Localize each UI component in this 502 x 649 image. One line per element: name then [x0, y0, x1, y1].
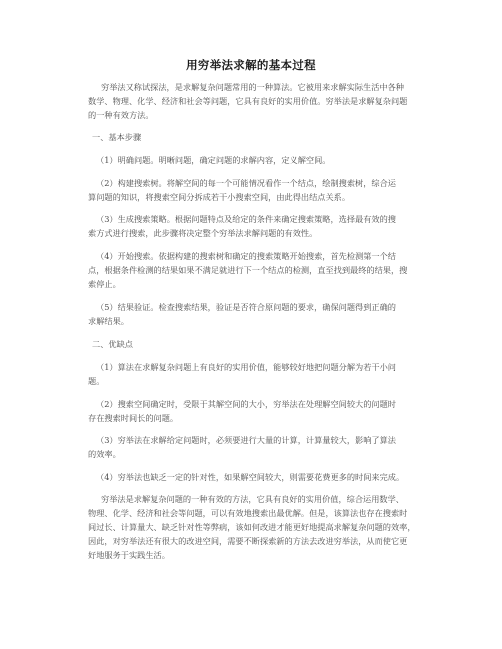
document-title: 用穷举法求解的基本过程 [186, 58, 316, 72]
step-3-line: （3）生成搜索策略。根据问题特点及给定的条件来确定搜索策略，选择最有效的搜 [96, 214, 396, 224]
point-1-line: （1）算法在求解复杂问题上有良好的实用价值，能够较好地把问题分解为若干小问 [96, 362, 396, 372]
point-4: （4）穷举法也缺乏一定的针对性，如果解空间较大，则需要花费更多的时间来完成。 [96, 472, 405, 482]
conclusion-line: 物理、化学、经济和社会等问题，可以有效地搜索出最优解。但是，该算法也存在搜索时 [88, 508, 408, 518]
step-2-line: （2）构建搜索树。将解空间的每一个可能情况看作一个结点，绘制搜索树，综合运 [96, 178, 396, 188]
step-5-line: （5）结果验证。检查搜索结果，验证是否符合原问题的要求，确保问题得到正确的 [96, 302, 396, 312]
step-4-line: （4）开始搜索。依据构建的搜索树和确定的搜索策略开始搜索，首先检测第一个结 [96, 251, 396, 261]
step-5-line: 求解结果。 [88, 316, 129, 326]
point-2-line: （2）搜索空间确定时，受限于其解空间的大小，穷举法在处理解空间较大的问题时 [96, 399, 396, 409]
point-1-line: 题。 [88, 376, 105, 386]
step-4-line: 索停止。 [88, 279, 121, 289]
point-2-line: 存在搜索时间长的问题。 [88, 413, 179, 423]
section-heading-steps: 一、基本步骤 [92, 132, 142, 142]
intro-line: 穷举法又称试探法，是求解复杂问题常用的一种算法。它被用来求解实际生活中各种 [101, 82, 404, 92]
point-3-line: 的效率。 [88, 449, 121, 459]
intro-line: 的一种有效方法。 [88, 110, 154, 120]
section-heading-pros-cons: 二、优缺点 [92, 339, 133, 349]
point-3-line: （3）穷举法在求解给定问题时，必须要进行大量的计算，计算量较大，影响了算法 [96, 435, 396, 445]
conclusion-line: 因此，对穷举法还有很大的改进空间，需要不断探索新的方法去改进穷举法，从而使它更 [88, 536, 408, 546]
step-4-line: 点，根据条件检测的结果如果不满足就进行下一个结点的检测，直至找到最终的结果，搜 [88, 265, 408, 275]
step-2-line: 算问题的知识，将搜索空间分拆成若干小搜索空间，由此得出结点关系。 [88, 192, 351, 202]
step-1: （1）明确问题。明晰问题，确定问题的求解内容，定义解空间。 [96, 155, 331, 165]
conclusion-line: 好地服务于实践生活。 [88, 550, 170, 560]
intro-line: 数学、物理、化学、经济和社会等问题，它具有良好的实用价值。穷举法是求解复杂问题 [88, 96, 408, 106]
conclusion-line: 间过长、计算量大、缺乏针对性等弊病，该如何改进才能更好地提高求解复杂问题的效率， [88, 522, 416, 532]
conclusion-line: 穷举法是求解复杂问题的一种有效的方法，它具有良好的实用价值，综合运用数学、 [101, 494, 404, 504]
step-3-line: 索方式进行搜索，此步骤将决定整个穷举法求解问题的有效性。 [88, 228, 318, 238]
